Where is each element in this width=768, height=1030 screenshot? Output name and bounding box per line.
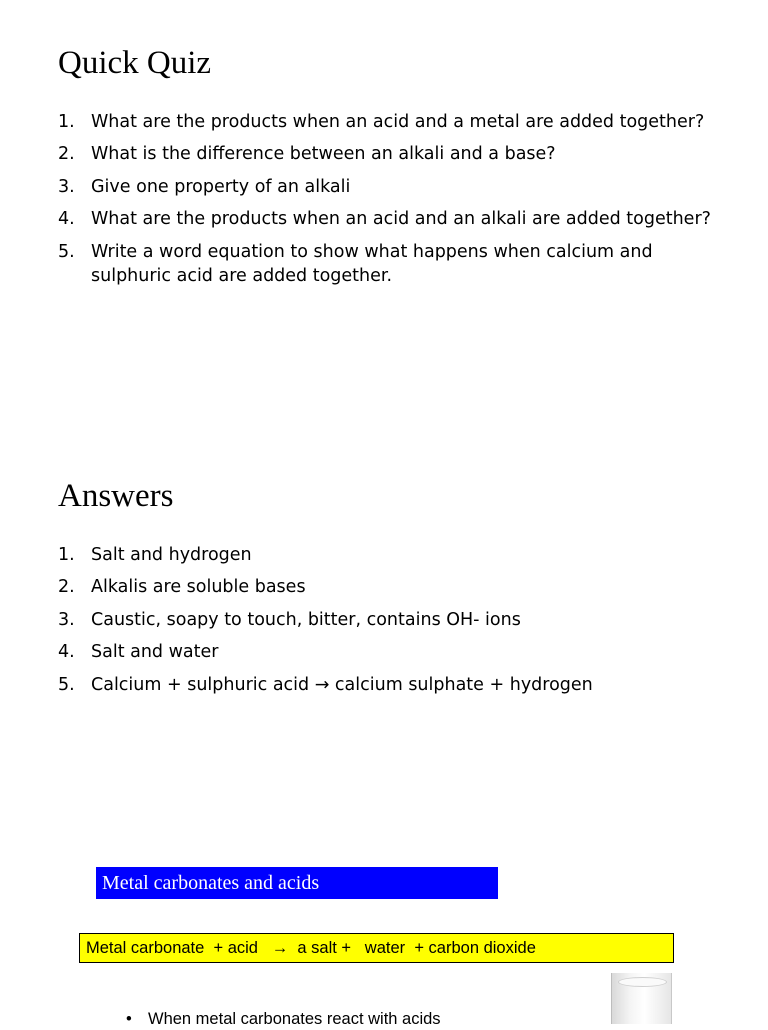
list-number: 1. <box>58 544 75 565</box>
answer-text: Salt and hydrogen <box>91 544 252 565</box>
answer-text: Salt and water <box>91 642 219 663</box>
quiz-question-list <box>58 110 728 289</box>
quiz-question-4 <box>58 207 728 232</box>
question-text: What is the difference between an alkali and a base? <box>91 144 556 165</box>
list-number: 2. <box>58 577 75 598</box>
metal-carbonates-banner: Metal carbonates and acids <box>96 867 498 899</box>
quiz-question-1 <box>58 110 728 135</box>
question-text: What are the products when an acid and a metal are added together? <box>91 111 705 132</box>
answer-3 <box>58 608 728 633</box>
quiz-question-2 <box>58 142 728 167</box>
list-number: 1. <box>58 111 75 132</box>
answer-text: Alkalis are soluble bases <box>91 577 306 598</box>
quick-quiz-section <box>58 44 728 297</box>
list-number: 5. <box>58 241 75 262</box>
list-number: 4. <box>58 209 75 230</box>
answer-4 <box>58 640 728 665</box>
question-text: Write a word equation to show what happens when calcium and sulphuric acid are added together. <box>91 241 653 287</box>
answer-list <box>58 543 728 698</box>
bullet-text: When metal carbonates react with acids <box>148 1010 441 1028</box>
list-number: 2. <box>58 144 75 165</box>
answer-2 <box>58 575 728 600</box>
quiz-question-3 <box>58 175 728 200</box>
answer-1 <box>58 543 728 568</box>
question-text: Give one property of an alkali <box>91 176 351 197</box>
question-text: What are the products when an acid and an alkali are added together? <box>91 209 711 230</box>
beaker-rim <box>618 977 667 987</box>
list-number: 5. <box>58 674 75 695</box>
word-equation-box: Metal carbonate + acid → a salt + water + carbon dioxide <box>79 933 674 963</box>
list-number: 4. <box>58 642 75 663</box>
answer-5 <box>58 673 728 698</box>
list-number: 3. <box>58 609 75 630</box>
answers-title: Answers <box>58 478 174 514</box>
quiz-question-5 <box>58 240 728 289</box>
answer-text: Caustic, soapy to touch, bitter, contains OH- ions <box>91 609 521 630</box>
quick-quiz-title: Quick Quiz <box>58 45 212 81</box>
beaker-photo <box>611 973 672 1024</box>
bullet-icon: • <box>126 1010 132 1028</box>
list-number: 3. <box>58 176 75 197</box>
answers-section <box>58 477 728 705</box>
bullet-point <box>126 1008 441 1030</box>
answer-text: Calcium + sulphuric acid → calcium sulphate + hydrogen <box>91 674 593 695</box>
